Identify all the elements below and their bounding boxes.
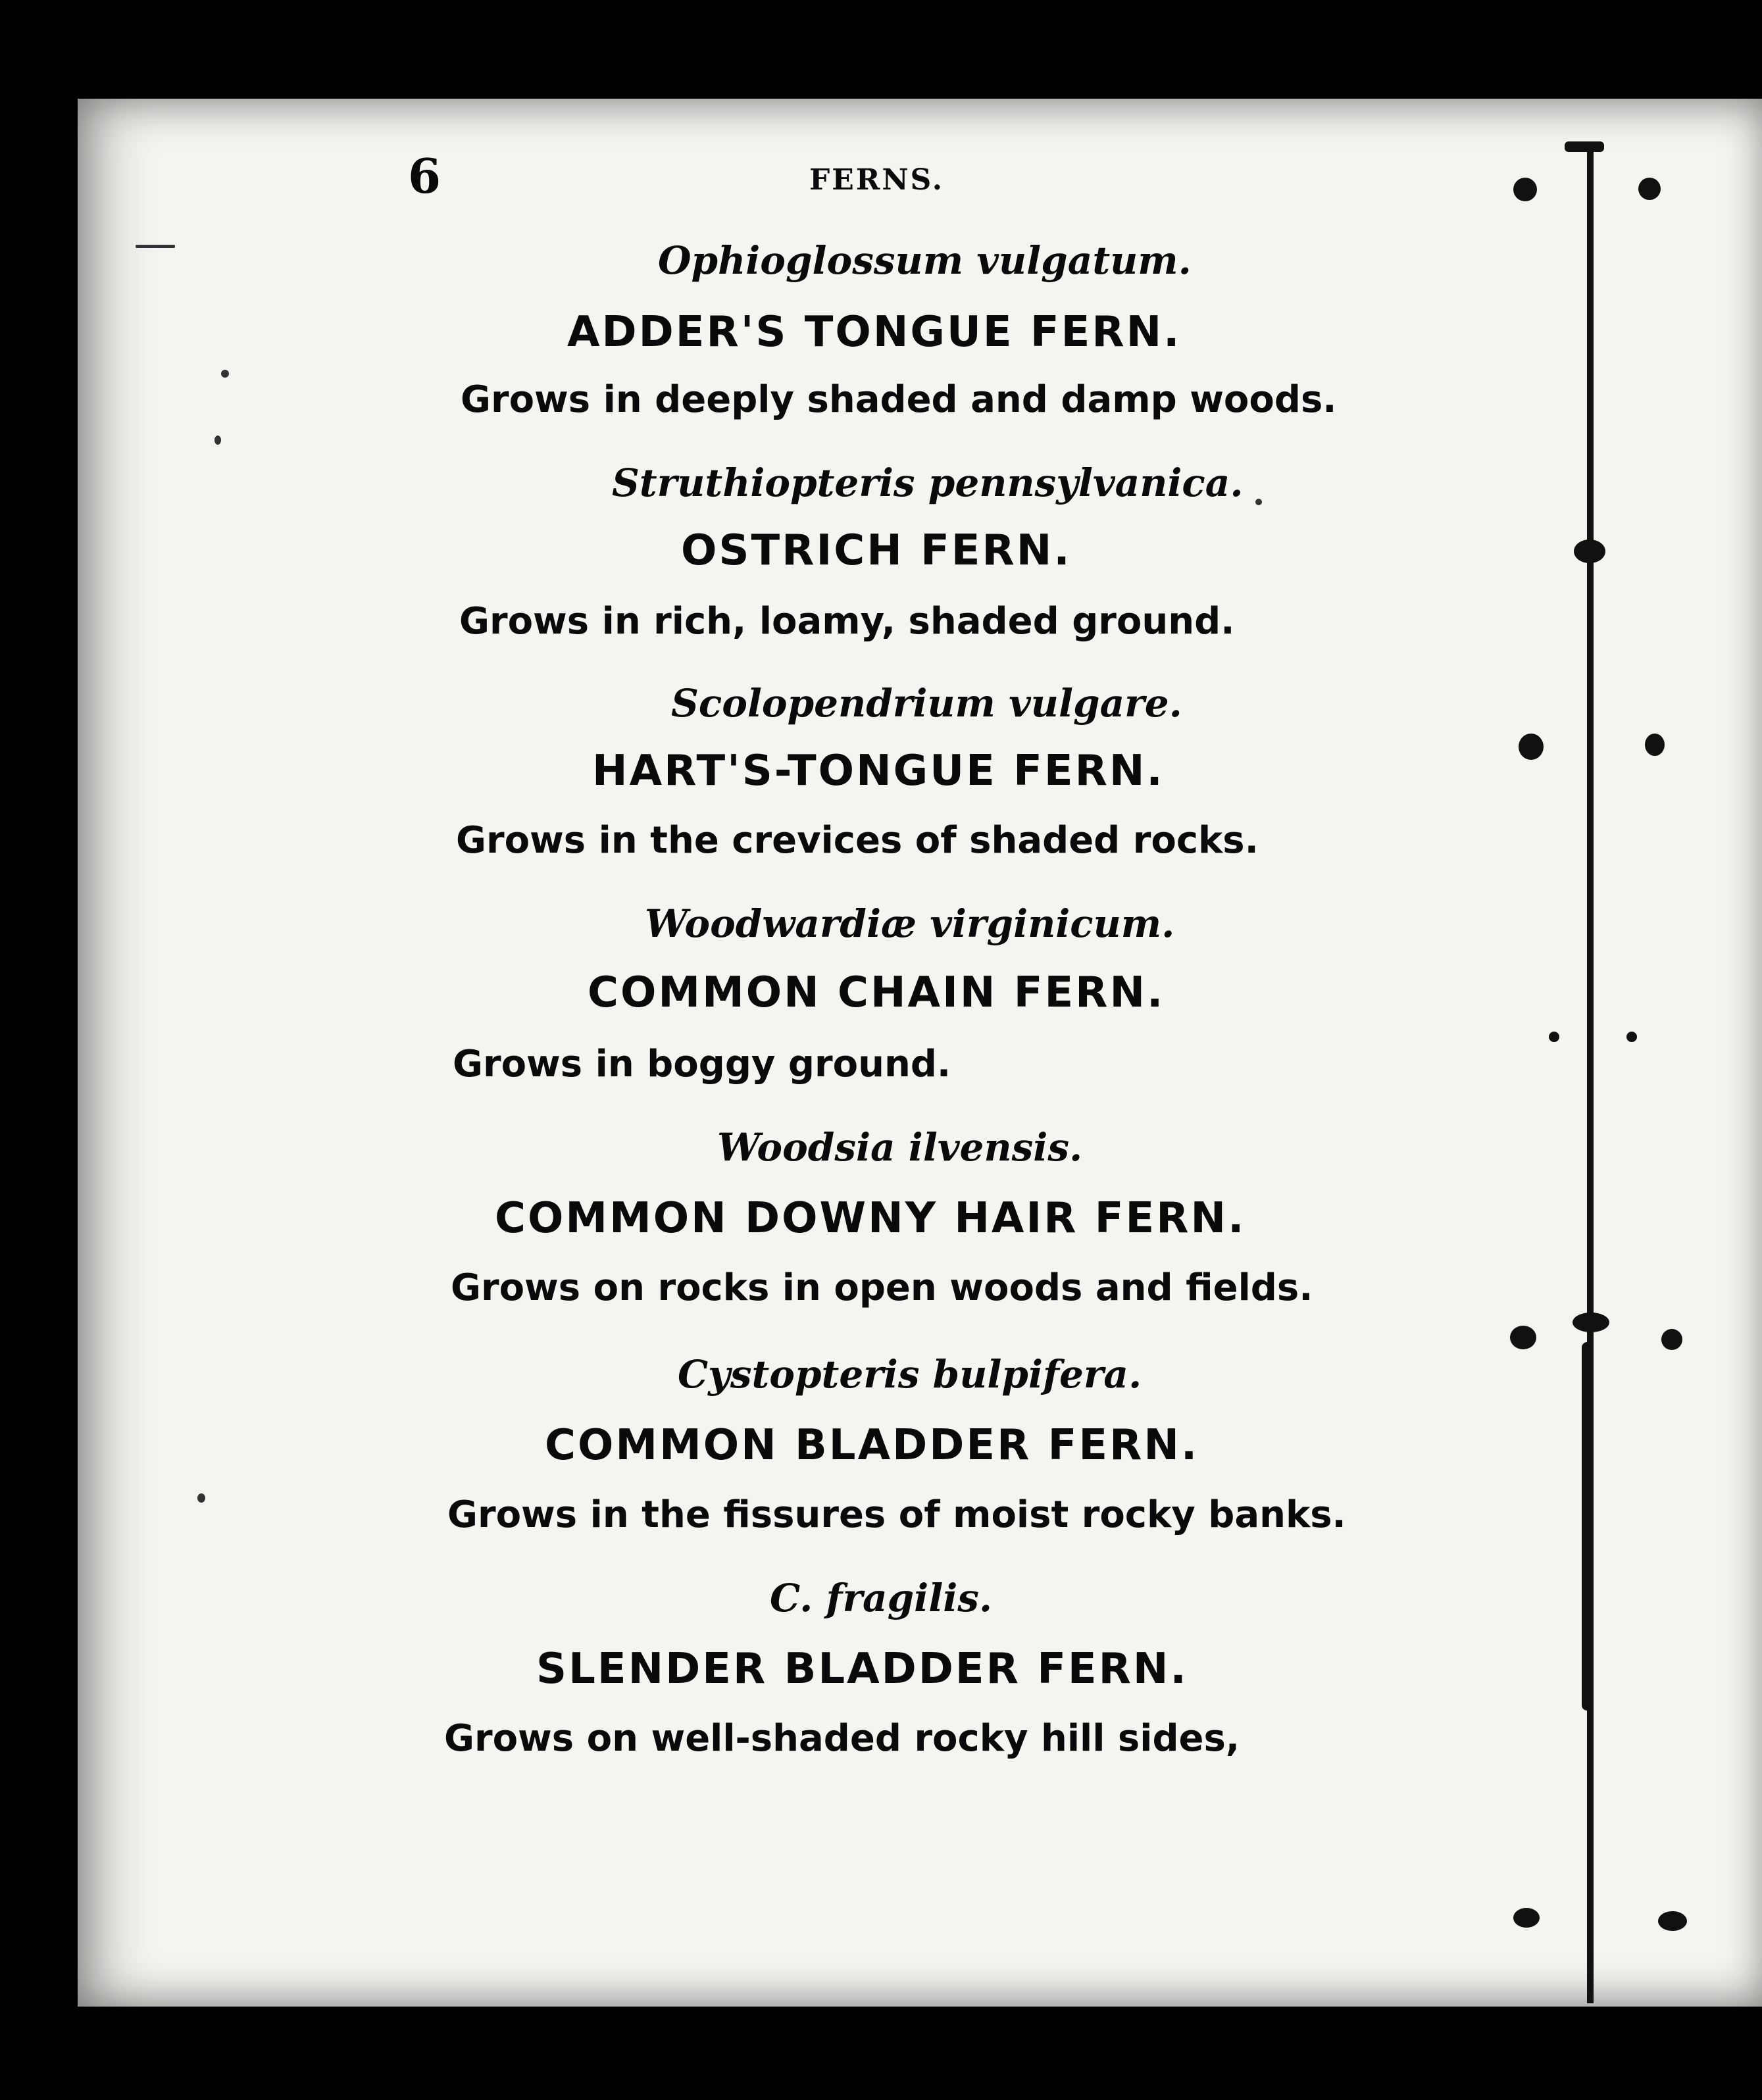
binding-hole: [1626, 1032, 1637, 1042]
latin-name: Ophioglossum vulgatum.: [658, 238, 1192, 283]
scan-speck: [197, 1493, 205, 1503]
latin-name: Woodsia ilvensis.: [717, 1125, 1083, 1170]
latin-name: C. fragilis.: [770, 1576, 993, 1620]
habitat: Grows in the fissures of moist rocky banks.: [447, 1493, 1346, 1536]
common-name: HART'S-TONGUE FERN.: [592, 747, 1165, 795]
latin-name: Scolopendrium vulgare.: [671, 681, 1182, 726]
latin-name: Cystopteris bulpifera.: [678, 1352, 1142, 1397]
binding-line: [1587, 148, 1594, 2003]
binding-mark: [1565, 141, 1604, 152]
common-name: COMMON BLADDER FERN.: [545, 1421, 1199, 1470]
habitat: Grows in boggy ground.: [453, 1043, 951, 1086]
binding-hole: [1658, 1911, 1687, 1931]
running-head: FERNS.: [809, 163, 945, 197]
binding-hole: [1661, 1329, 1682, 1350]
scan-speck: [1255, 499, 1262, 505]
habitat: Grows in rich, loamy, shaded ground.: [459, 600, 1235, 643]
common-name: OSTRICH FERN.: [681, 526, 1072, 575]
scan-speck: [214, 436, 221, 445]
common-name: ADDER'S TONGUE FERN.: [567, 308, 1182, 357]
habitat: Grows on rocks in open woods and fields.: [451, 1266, 1313, 1309]
binding-hole: [1513, 178, 1537, 201]
binding-hole: [1638, 178, 1661, 200]
binding-hole: [1510, 1326, 1536, 1349]
habitat: Grows in deeply shaded and damp woods.: [461, 378, 1337, 421]
latin-name: Struthiopteris pennsylvanica.: [612, 461, 1244, 505]
binding-hole: [1549, 1032, 1559, 1042]
scan-border: [0, 2007, 1762, 2100]
common-name: COMMON DOWNY HAIR FERN.: [495, 1194, 1246, 1243]
scan-speck: [221, 370, 229, 378]
habitat: Grows in the crevices of shaded rocks.: [456, 819, 1259, 862]
common-name: SLENDER BLADDER FERN.: [536, 1645, 1188, 1693]
habitat: Grows on well-shaded rocky hill sides,: [444, 1717, 1240, 1760]
binding-hole: [1645, 734, 1665, 756]
binding-hole: [1519, 734, 1544, 760]
page-number: 6: [408, 148, 441, 204]
scan-speck: [136, 245, 175, 248]
binding-mark: [1573, 1312, 1609, 1332]
binding-mark: [1574, 539, 1605, 563]
binding-hole: [1513, 1908, 1540, 1928]
latin-name: Woodwardiæ virginicum.: [645, 901, 1175, 946]
common-name: COMMON CHAIN FERN.: [588, 968, 1165, 1017]
binding-line-thick: [1582, 1342, 1594, 1711]
